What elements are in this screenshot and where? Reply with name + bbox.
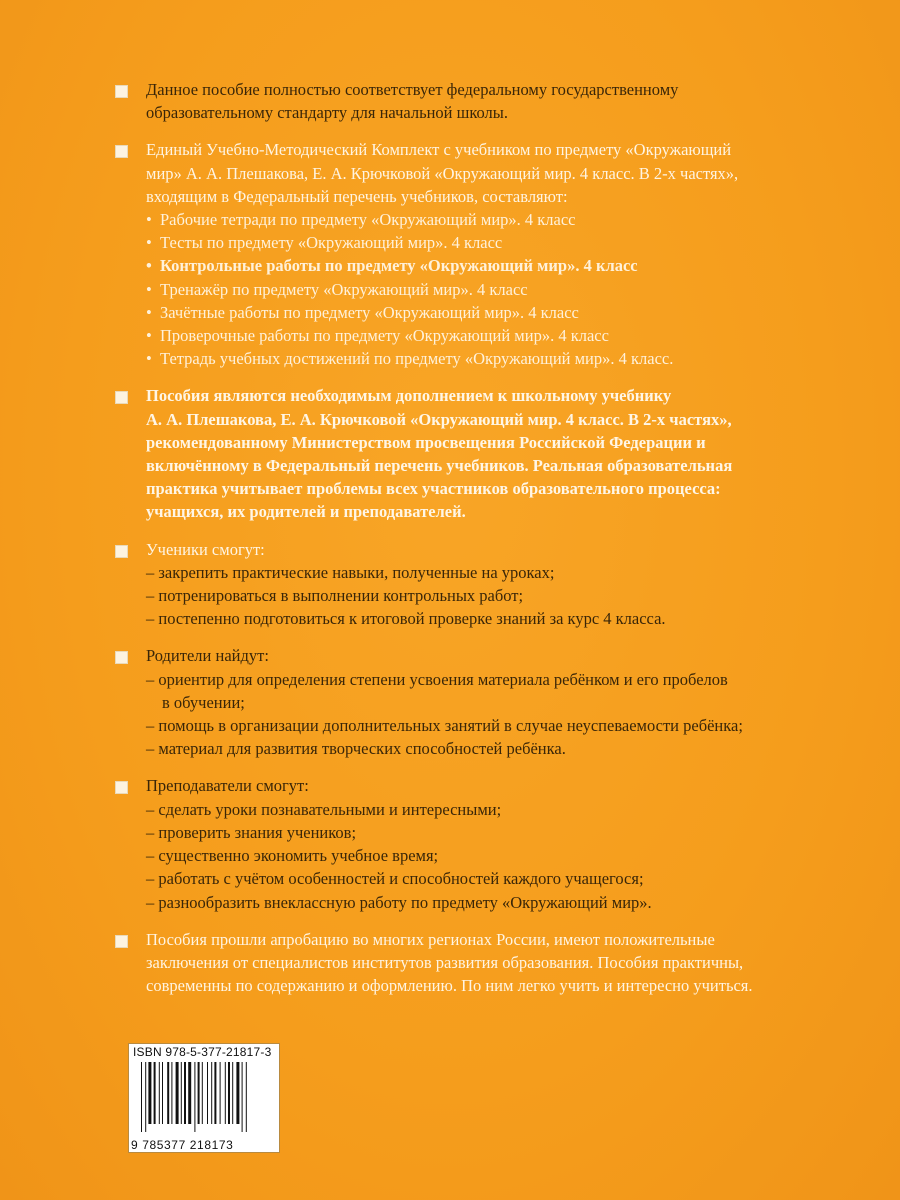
list-item: [146, 231, 872, 254]
block-umk-list: [112, 138, 872, 370]
list-item: [146, 301, 872, 324]
block-parents: [112, 644, 872, 760]
barcode-bar: [148, 1062, 151, 1124]
dot-bullet-icon: •: [146, 210, 152, 230]
list-item: [146, 208, 872, 231]
block-students: [112, 538, 872, 631]
barcode-bar: [207, 1062, 208, 1124]
list-item: – ориентир для определения степени усвоения материала ребёнком и его пробелов: [146, 669, 728, 689]
barcode-bar: [167, 1062, 169, 1124]
barcode-digits: 9 785377 218173: [131, 1138, 234, 1152]
list-item-text: Тесты по предмету «Окружающий мир». 4 класс: [160, 233, 503, 253]
annotation-text: [112, 78, 872, 1011]
square-bullet-icon: [115, 935, 128, 948]
dot-bullet-icon: •: [146, 233, 152, 253]
barcode-bar: [202, 1062, 203, 1124]
list-item-text: Рабочие тетради по предмету «Окружающий мир». 4 класс: [160, 210, 576, 230]
barcode-bar: [246, 1062, 247, 1132]
list-item: – существенно экономить учебное время;: [146, 846, 439, 866]
barcode-bar: [162, 1062, 163, 1124]
block-supplement-note: [112, 384, 872, 523]
barcode-bar: [211, 1062, 212, 1124]
text-line: входящим в Федеральный перечень учебников, составляют:: [146, 186, 568, 206]
barcode-bar: [228, 1062, 230, 1124]
text-line: Пособия прошли апробацию во многих регионах России, имеют положительные: [146, 929, 715, 949]
block-heading: Преподаватели смогут:: [146, 776, 309, 796]
text-line: рекомендованному Министерством просвещения Российской Федерации и: [146, 432, 706, 452]
text-line: образовательному стандарту для начальной школы.: [146, 103, 509, 123]
block-approbation: [112, 928, 872, 998]
list-item: – проверить знания учеников;: [146, 822, 357, 842]
list-item: [146, 324, 872, 347]
barcode-bar: [181, 1062, 182, 1124]
list-item: – потренироваться в выполнении контрольных работ;: [146, 586, 524, 606]
block-heading: Ученики смогут:: [146, 539, 265, 559]
text-line: включённому в Федеральный перечень учебников. Реальная образовательная: [146, 456, 733, 476]
list-item: [146, 347, 872, 370]
text-line: Единый Учебно-Методический Комплект с учебником по предмету «Окружающий: [146, 140, 732, 160]
text-line: современны по содержанию и оформлению. По ним легко учить и интересно учиться.: [146, 976, 753, 996]
square-bullet-icon: [115, 545, 128, 558]
text-line: А. А. Плешакова, Е. А. Крючковой «Окружающий мир. 4 класс. В 2-х частях»,: [146, 409, 732, 429]
dot-bullet-icon: •: [146, 302, 152, 322]
list-item: – сделать уроки познавательными и интересными;: [146, 799, 502, 819]
list-item-text: Контрольные работы по предмету «Окружающий мир». 4 класс: [160, 256, 638, 276]
barcode-bar: [141, 1062, 142, 1132]
isbn-barcode-box: [128, 1043, 280, 1153]
isbn-label: ISBN 978-5-377-21817-3: [133, 1045, 272, 1059]
barcode-bar: [242, 1062, 243, 1132]
barcode-bar: [220, 1062, 221, 1124]
barcode-bar: [194, 1062, 195, 1132]
barcode-bar: [145, 1062, 146, 1132]
dot-bullet-icon: •: [146, 349, 152, 369]
barcode-bar: [232, 1062, 233, 1124]
list-item: – работать с учётом особенностей и способностей каждого учащегося;: [146, 869, 644, 889]
list-item: – разнообразить внеклассную работу по предмету «Окружающий мир».: [146, 892, 652, 912]
text-line: практика учитывает проблемы всех участников образовательного процесса:: [146, 479, 721, 499]
text-line: учащихся, их родителей и преподавателей.: [146, 502, 466, 522]
square-bullet-icon: [115, 781, 128, 794]
square-bullet-icon: [115, 391, 128, 404]
list-item: в обучении;: [162, 692, 245, 712]
barcode-bar: [198, 1062, 200, 1124]
barcode-bar: [188, 1062, 191, 1124]
barcode-bar: [176, 1062, 179, 1124]
barcode-bar: [225, 1062, 226, 1124]
dot-bullet-icon: •: [146, 279, 152, 299]
barcode-bar: [214, 1062, 216, 1124]
list-item: – материал для развития творческих способностей ребёнка.: [146, 739, 566, 759]
barcode-bar: [154, 1062, 156, 1124]
barcode-bar: [171, 1062, 172, 1124]
list-item-highlighted: [146, 254, 872, 277]
text-line: Данное пособие полностью соответствует федеральному государственному: [146, 80, 679, 99]
barcode-icon: [139, 1062, 269, 1134]
text-line: Пособия являются необходимым дополнением к школьному учебнику: [146, 386, 672, 406]
text-line: мир» А. А. Плешакова, Е. А. Крючковой «Окружающий мир. 4 класс. В 2-х частях»,: [146, 163, 739, 183]
list-item: – постепенно подготовиться к итоговой проверке знаний за курс 4 класса.: [146, 609, 666, 629]
square-bullet-icon: [115, 85, 128, 98]
text-line: заключения от специалистов институтов развития образования. Пособия практичны,: [146, 952, 744, 972]
list-item: [146, 278, 872, 301]
list-item-text: Проверочные работы по предмету «Окружающий мир». 4 класс: [160, 326, 609, 346]
barcode-bar: [184, 1062, 186, 1124]
square-bullet-icon: [115, 145, 128, 158]
square-bullet-icon: [115, 651, 128, 664]
list-item: – помощь в организации дополнительных занятий в случае неуспеваемости ребёнка;: [146, 716, 743, 736]
dot-bullet-icon: •: [146, 326, 152, 346]
block-teachers: [112, 774, 872, 913]
list-item-text: Зачётные работы по предмету «Окружающий мир». 4 класс: [160, 302, 579, 322]
barcode-bar: [236, 1062, 239, 1124]
dot-bullet-icon: •: [146, 256, 152, 276]
barcode-bar: [159, 1062, 160, 1124]
list-item: – закрепить практические навыки, полученные на уроках;: [146, 562, 555, 582]
block-standard-compliance: [112, 78, 872, 124]
list-item-text: Тетрадь учебных достижений по предмету «Окружающий мир». 4 класс.: [160, 349, 674, 369]
block-heading: Родители найдут:: [146, 646, 269, 666]
list-item-text: Тренажёр по предмету «Окружающий мир». 4 класс: [160, 279, 528, 299]
